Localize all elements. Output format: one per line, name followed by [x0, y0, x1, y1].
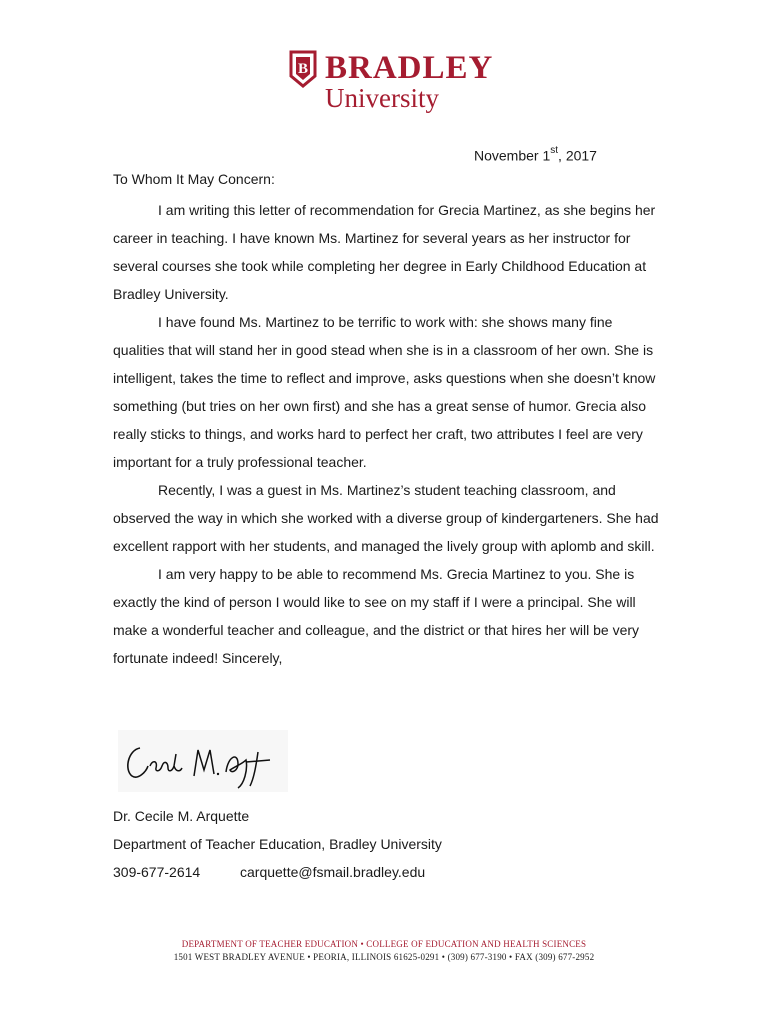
letter-body: [113, 196, 661, 672]
date-ordinal: st: [550, 145, 559, 156]
logo-name: BRADLEY: [325, 50, 494, 86]
letter-date: [474, 143, 597, 166]
contact-row: [113, 858, 442, 886]
footer-department: DEPARTMENT OF TEACHER EDUCATION • COLLEGE OF EDUCATION AND HEALTH SCIENCES: [181, 939, 587, 949]
signer-phone: 309-677-2614: [113, 864, 201, 880]
date-suffix: , 2017: [558, 147, 597, 164]
footer-address: 1501 WEST BRADLEY AVENUE • PEORIA, ILLINOIS 61625-0291 • (309) 677-3190 • FAX (309) 677-2952: [173, 952, 595, 962]
paragraph: I am writing this letter of recommendation for Grecia Martinez, as she begins her career in teaching. I have known Ms. Martinez for several years as her instructor for several courses she took while completing her degree in Early Childhood Education at Bradley University.: [113, 202, 656, 302]
signer-name: Dr. Cecile M. Arquette: [113, 808, 250, 824]
signer-email: carquette@fsmail.bradley.edu: [240, 864, 426, 880]
svg-text:B: B: [297, 61, 309, 77]
paragraph: Recently, I was a guest in Ms. Martinez’s student teaching classroom, and observed the way in which she worked with a diverse group of kindergarteners. She had excellent rapport with her students, and managed the lively group with aplomb and skill.: [113, 482, 659, 554]
paragraph: I have found Ms. Martinez to be terrific to work with: she shows many fine qualities that will stand her in good stead when she is in a classroom of her own. She is intelligent, takes the time to reflect and improve, asks questions when she doesn’t know something (but tries on her own first) and she has a great sense of humor. Grecia also really sticks to things, and works hard to perfect her craft, two attributes I feel are very important for a truly professional teacher.: [113, 314, 656, 470]
footer: [0, 938, 768, 964]
paragraph: I am very happy to be able to recommend Ms. Grecia Martinez to you. She is exactly the kind of person I would like to see on my staff if I were a principal. She will make a wonderful teacher and colleague, and the district or that hires her will be very fortunate indeed! Sincerely,: [113, 566, 640, 666]
logo-subtitle: University: [325, 83, 439, 113]
signature-block: [113, 802, 442, 886]
university-logo: [285, 44, 495, 116]
date-prefix: November 1: [474, 147, 551, 164]
signer-department: Department of Teacher Education, Bradley University: [113, 836, 442, 852]
handwritten-signature: [118, 730, 288, 792]
salutation: To Whom It May Concern:: [113, 171, 275, 187]
bradley-crest-icon: [287, 50, 319, 88]
